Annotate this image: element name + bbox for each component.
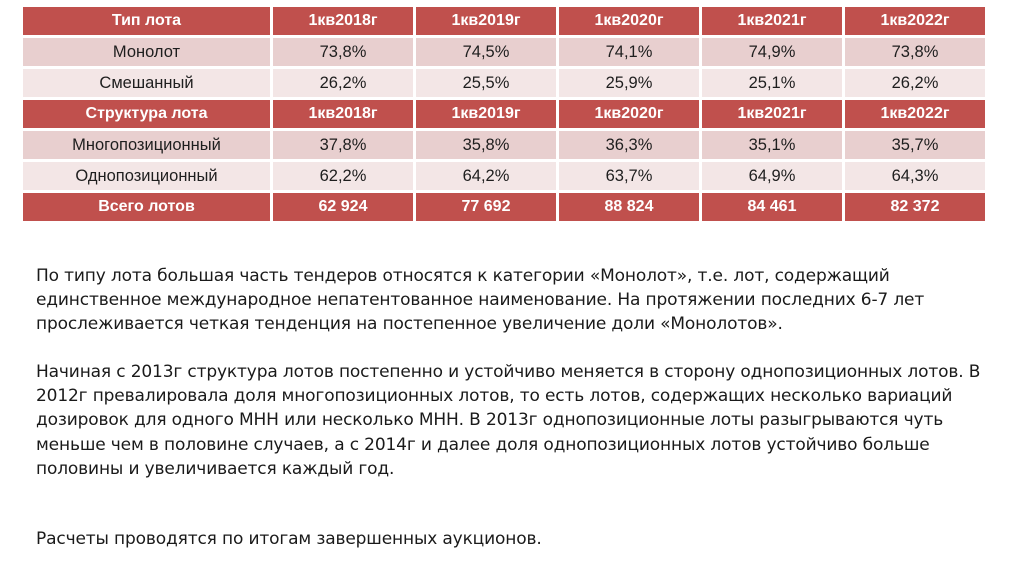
- table-cell: 35,8%: [416, 131, 556, 159]
- table-row-multi: [23, 131, 985, 159]
- header-cell: 1кв2020г: [559, 100, 699, 128]
- table-cell: 62,2%: [273, 162, 413, 190]
- header-cell: Тип лота: [23, 7, 270, 35]
- row-label: Смешанный: [23, 69, 270, 97]
- table-row-single: [23, 162, 985, 190]
- table-cell: 25,9%: [559, 69, 699, 97]
- table-cell: 36,3%: [559, 131, 699, 159]
- table-cell: 73,8%: [273, 38, 413, 66]
- paragraph-lot-type: По типу лота большая часть тендеров относятся к категории «Монолот», т.е. лот, содержащий единственное международное непатентованное наименование. На протяжении последних 6-7 лет прослеживается четкая тенденция на постепенное увеличение доли «Монолотов».: [36, 266, 925, 335]
- row-label: Многопозиционный: [23, 131, 270, 159]
- table-cell: 77 692: [416, 193, 556, 221]
- lot-type-header-row: [23, 7, 985, 35]
- table-cell: 64,2%: [416, 162, 556, 190]
- table-row-total: [23, 193, 985, 221]
- row-label: Всего лотов: [23, 193, 270, 221]
- table-cell: 74,5%: [416, 38, 556, 66]
- table-row-monolot: [23, 38, 985, 66]
- table-cell: 73,8%: [845, 38, 985, 66]
- header-cell: 1кв2018г: [273, 7, 413, 35]
- lots-table: [20, 4, 988, 224]
- table-cell: 74,1%: [559, 38, 699, 66]
- table-cell: 26,2%: [845, 69, 985, 97]
- header-cell: 1кв2018г: [273, 100, 413, 128]
- table-row-mixed: [23, 69, 985, 97]
- row-label: Однопозиционный: [23, 162, 270, 190]
- table-cell: 37,8%: [273, 131, 413, 159]
- header-cell: 1кв2022г: [845, 100, 985, 128]
- paragraph-note: Расчеты проводятся по итогам завершенных аукционов.: [36, 529, 542, 549]
- paragraph-lot-structure: Начиная с 2013г структура лотов постепенно и устойчиво меняется в сторону однопозиционных лотов. В 2012г превалировала доля многопозиционных лотов, то есть лотов, содержащих несколько вариаций дозировок для одного МНН или несколько МНН. В 2013г однопозиционные лоты разыгрываются чуть меньше чем в половине случаев, а с 2014г и далее доля однопозиционных лотов устойчиво больше половины и увеличивается каждый год.: [36, 362, 981, 479]
- table-cell: 35,1%: [702, 131, 842, 159]
- header-cell: 1кв2019г: [416, 100, 556, 128]
- header-cell: 1кв2019г: [416, 7, 556, 35]
- table-cell: 62 924: [273, 193, 413, 221]
- table-cell: 25,1%: [702, 69, 842, 97]
- table-cell: 84 461: [702, 193, 842, 221]
- header-cell: 1кв2021г: [702, 100, 842, 128]
- table-cell: 74,9%: [702, 38, 842, 66]
- table-cell: 35,7%: [845, 131, 985, 159]
- row-label: Монолот: [23, 38, 270, 66]
- structure-header-row: [23, 100, 985, 128]
- table-cell: 82 372: [845, 193, 985, 221]
- table-cell: 88 824: [559, 193, 699, 221]
- header-cell: 1кв2021г: [702, 7, 842, 35]
- table-cell: 26,2%: [273, 69, 413, 97]
- header-cell: Структура лота: [23, 100, 270, 128]
- table-cell: 64,9%: [702, 162, 842, 190]
- table-cell: 64,3%: [845, 162, 985, 190]
- table-cell: 63,7%: [559, 162, 699, 190]
- table-cell: 25,5%: [416, 69, 556, 97]
- header-cell: 1кв2020г: [559, 7, 699, 35]
- header-cell: 1кв2022г: [845, 7, 985, 35]
